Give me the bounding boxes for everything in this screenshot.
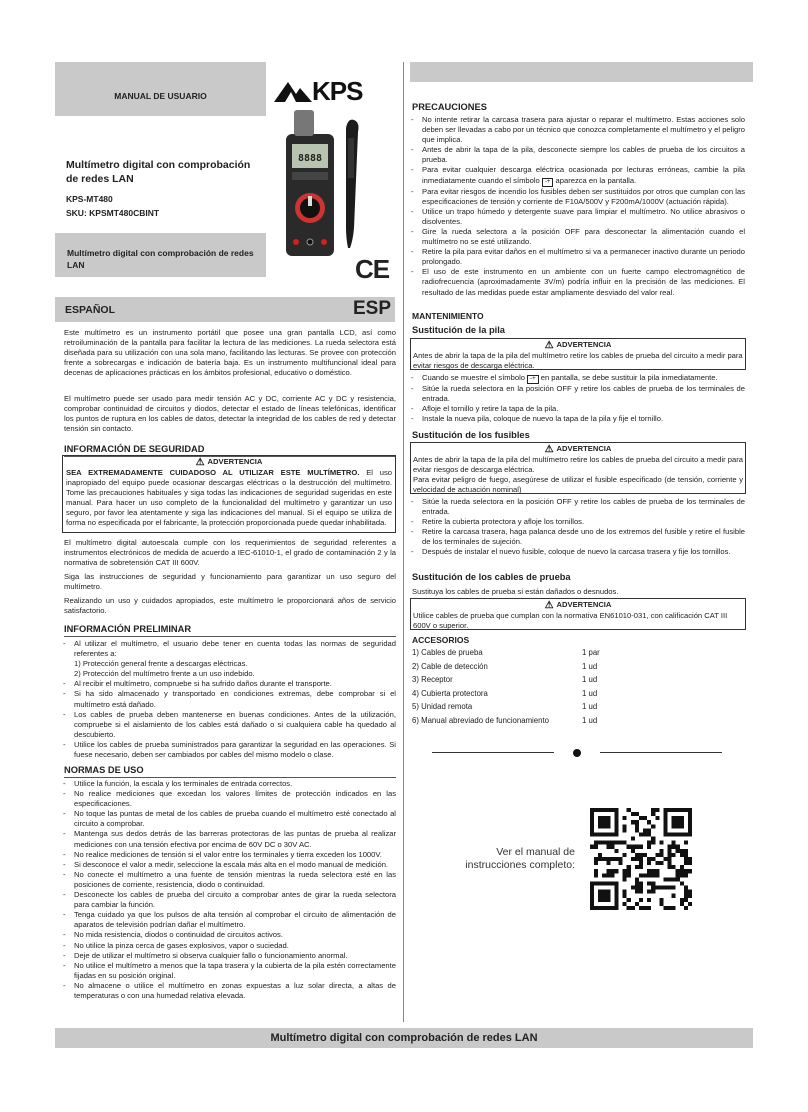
- battery-icon: -+: [542, 178, 554, 187]
- list-item: - Gire la rueda selectora a la posición OFF para desconectar la alimentación cuando el multímetro no se esté utilizando.: [408, 227, 745, 247]
- list-item: - Retire la pila para evitar daños en el multímetro si va a permanecer inactivo durante un periodo prolongado.: [408, 247, 745, 267]
- subtitle-text: Multímetro digital con comprobación de redes LAN: [67, 248, 254, 270]
- safety-warning-body: [66, 468, 392, 529]
- subtitle-box: [55, 233, 266, 277]
- kps-logo-icon: [274, 80, 312, 102]
- fuses-warning-box: [410, 442, 746, 494]
- safety-title: INFORMACIÓN DE SEGURIDAD: [64, 444, 205, 454]
- table-row: 2) Cable de detección 1 ud: [412, 661, 598, 671]
- precautions-title: PRECAUCIONES: [412, 102, 487, 112]
- table-row: 6) Manual abreviado de funcionamiento 1 ud: [412, 715, 598, 725]
- language-name: ESPAÑOL: [65, 304, 115, 316]
- fuses-title: Sustitución de los fusibles: [412, 430, 530, 440]
- list-item: - Sitúe la rueda selectora en la posición OFF y retire los cables de prueba de los terminales de entrada.: [408, 497, 745, 517]
- table-row: 3) Receptor 1 ud: [412, 675, 598, 684]
- list-item: - Desconecte los cables de prueba del circuito a comprobar antes de girar la rueda selectora para cambiar la función.: [60, 890, 396, 910]
- list-item: - Sitúe la rueda selectora en la posición OFF y retire los cables de prueba de los terminales de entrada.: [408, 384, 745, 404]
- list-item: - No toque las puntas de metal de los cables de prueba cuando el multímetro esté conectado al circuito a comprobar.: [60, 809, 396, 829]
- footer-bar: [55, 1028, 753, 1048]
- table-row: 1) Cables de prueba 1 par: [412, 648, 600, 657]
- battery-icon: -+: [527, 375, 539, 384]
- prelim-sub-1: 1) Protección general frente a descargas eléctricas.: [74, 659, 248, 669]
- list-item: - Cuando se muestre el símbolo -+ en pantalla, se debe sustituir la pila inmediatamente.: [408, 373, 745, 384]
- column-divider: [403, 62, 404, 1022]
- battery-warning-text: Antes de abrir la tapa de la pila del multímetro retire los cables de prueba del circuito a medir para evitar riesgos de descarga eléctrica.: [413, 351, 743, 371]
- list-item: - Antes de abrir la tapa de la pila, desconecte siempre los cables de prueba de los circuitos a prueba.: [408, 145, 745, 165]
- separator-right: [600, 752, 722, 753]
- accessories-title: ACCESORIOS: [412, 635, 470, 645]
- precautions-list: [408, 115, 745, 298]
- list-item: - Afloje el tornillo y retire la tapa de la pila.: [408, 404, 745, 414]
- qr-caption: Ver el manual de instrucciones completo:: [465, 846, 575, 871]
- table-row: 5) Unidad remota 1 ud: [412, 702, 598, 711]
- list-item: - Deje de utilizar el multímetro si observa cualquier fallo o funcionamiento anormal.: [60, 951, 396, 961]
- intro-paragraph-2: El multímetro puede ser usado para medir tensión AC y DC, corriente AC y DC y resistencia, comprobar continuidad de circuitos y diodos, detectar el estado de líneas telefónicas, identificar los puntos de ruptura en los cables de datos, detectar la integridad de los cables de red y detectar tensión sin contacto.: [64, 394, 396, 434]
- usage-rule: [64, 777, 396, 778]
- fuses-warning-label: ADVERTENCIA: [556, 444, 612, 453]
- product-sku: SKU: KPSMT480CBINT: [66, 208, 160, 218]
- warning-triangle-icon: ⚠: [544, 600, 554, 611]
- list-item: - Los cables de prueba deben mantenerse en buenas condiciones. Antes de la utilización, compruebe si el aislamiento de los cables está dañado o si cualquiera cable ha quedado al descubierto.: [60, 710, 396, 740]
- maintenance-title: MANTENIMIENTO: [412, 311, 484, 321]
- prelim-list: [60, 639, 396, 760]
- prelim-sub-2: 2) Protección del multímetro frente a un uso indebido.: [74, 669, 255, 679]
- list-item: - Mantenga sus dedos detrás de las barreras protectoras de las puntas de prueba al realizar mediciones con una tensión efectiva por encima de 60V DC o 30V AC.: [60, 829, 396, 849]
- cables-warning-text: Utilice cables de prueba que cumplan con la normativa EN61010-031, con calificación CAT III 600V o superior.: [413, 611, 728, 631]
- separator-left: [432, 752, 554, 753]
- list-item: - Después de instalar el nuevo fusible, coloque de nuevo la carcasa trasera y fije los tornillos.: [408, 547, 745, 557]
- list-item: - Al utilizar el multímetro, el usuario debe tener en cuenta todas las normas de seguridad referentes a: 1) Protección general frente a descargas eléctricas. 2) Protección del multímetro frente a un uso indebido.: [60, 639, 396, 679]
- list-item: - No realice mediciones que excedan los valores límites de protección indicados en las especificaciones.: [60, 789, 396, 809]
- qr-code[interactable]: [590, 808, 692, 910]
- warning-triangle-icon: ⚠: [195, 457, 205, 468]
- cables-title: Sustitución de los cables de prueba: [412, 572, 571, 582]
- battery-list: [408, 373, 745, 424]
- language-bar: [55, 297, 395, 322]
- list-item: - No realice mediciones de tensión si el valor entre los terminales y tierra exceden los 1000V.: [60, 850, 396, 860]
- separator-dot: [573, 749, 581, 757]
- battery-title: Sustitución de la pila: [412, 325, 505, 335]
- prelim-rule: [64, 636, 396, 637]
- safety-warning-text: El uso inapropiado del equipo puede ocasionar descargas eléctricas o la destrucción del multímetro. Tome las precauciones habituales y siga todas las indicaciones de seguridad sugeridas en este manual. Para hacer un uso completo de la funcionalidad del multímetro y garantizar un uso seguro, por favor lea atentamente y siga las indicaciones del manual. Si el equipo se utiliza de forma no especificada por el fabricante, la protección proporcionada puede quedar inhabilitada.: [66, 468, 393, 528]
- usage-title: NORMAS DE USO: [64, 765, 144, 775]
- manual-label-box: [55, 62, 266, 116]
- kps-logo-text: KPS: [312, 76, 363, 106]
- battery-warning-box: [410, 338, 746, 370]
- fuses-warning-text-1: Antes de abrir la tapa de la pila del multímetro retire los cables de prueba del circuito a medir para evitar riesgos de descarga eléctrica.: [413, 455, 743, 475]
- footer-title: Multímetro digital con comprobación de redes LAN: [270, 1032, 538, 1044]
- list-item: - Si desconoce el valor a medir, seleccione la escala más alta en el modo manual de medición.: [60, 860, 396, 870]
- language-code: ESP: [352, 298, 391, 319]
- product-title: Multímetro digital con comprobación de redes LAN: [66, 159, 251, 185]
- safety-warning-head: [66, 456, 392, 468]
- right-header-bar: [410, 62, 753, 82]
- list-item: - No utilice la pinza cerca de gases explosivos, vapor o suciedad.: [60, 941, 396, 951]
- usage-list: [60, 779, 396, 1001]
- list-item: - Instale la nueva pila, coloque de nuevo la tapa de la pila y fije el tornillo.: [408, 414, 745, 424]
- list-item: - Utilice los cables de prueba suministrados para garantizar la seguridad en las operaciones. Si fuese necesario, deben ser cambiados por cables del mismo modelo o clase.: [60, 740, 396, 760]
- safety-paragraph-2: Siga las instrucciones de seguridad y funcionamiento para garantizar un uso seguro del multímetro.: [64, 572, 396, 592]
- table-row: 4) Cubierta protectora 1 ud: [412, 688, 598, 698]
- cables-warning-box: [410, 598, 746, 630]
- list-item: - El uso de este instrumento en un ambiente con un fuerte campo electromagnético de radiofrecuencia (aproximadamente 3V/m) podría influir en la precisión de las mediciones. El resultado de las medidas puede estar ampliamente desviado del valor real.: [408, 267, 745, 297]
- fuses-warning-text-2: Para evitar peligro de fuego, asegúrese de utilizar el fusible especificado (de tensión, corriente y velocidad de actuación nominal): [413, 475, 743, 495]
- cables-text: Sustituya los cables de prueba si están dañados o desnudos.: [412, 587, 619, 596]
- list-item: - Tenga cuidado ya que los pulsos de alta tensión al comprobar el circuito de alimentación de aparatos de televisión podrían dañar el multímetro.: [60, 910, 396, 930]
- safety-warning-bold: SEA EXTREMADAMENTE CUIDADOSO AL UTILIZAR ESTE MULTÍMETRO.: [66, 468, 360, 477]
- prelim-title: INFORMACIÓN PRELIMINAR: [64, 624, 192, 634]
- battery-warning-label: ADVERTENCIA: [556, 340, 612, 349]
- list-item: - Al recibir el multímetro, compruebe si ha sufrido daños durante el transporte.: [60, 679, 396, 689]
- fuses-list: [408, 497, 745, 558]
- list-item: - Retire la cubierta protectora y afloje los tornillos.: [408, 517, 745, 527]
- list-item: - Retire la carcasa trasera, haga palanca desde uno de los extremos del fusible y retire el fusible de los terminales de sujeción.: [408, 527, 745, 547]
- multimeter-illustration: [284, 108, 374, 258]
- list-item: - Utilice un trapo húmedo y detergente suave para limpiar el multímetro. No utilice abrasivos o disolventes.: [408, 207, 745, 227]
- kps-logo: [274, 76, 386, 106]
- list-item: - Para evitar cualquier descarga eléctrica ocasionada por lecturas erróneas, cambie la pila inmediatamente cuando el símbolo -+ aparezca en la pantalla.: [408, 165, 745, 186]
- ce-mark: CE: [355, 254, 390, 284]
- intro-paragraph-1: Este multímetro es un instrumento portátil que posee una gran pantalla LCD, así como retroiluminación de la pantalla para facilitar la lectura de las mediciones. La rueda selectora está diseñada para su utilización con una sola mano, facilitando las lecturas. Se provee con protección frente a sobrecargas e indicación de batería baja. Es un instrumento multifuncional ideal para decenas de aplicaciones prácticas en los ámbitos profesional, educativo o doméstico.: [64, 328, 396, 378]
- list-item: - No mida resistencia, diodos o continuidad de circuitos activos.: [60, 930, 396, 940]
- list-item: - Utilice la función, la escala y los terminales de entrada correctos.: [60, 779, 396, 789]
- manual-label: MANUAL DE USUARIO: [114, 91, 207, 101]
- safety-warning-box: [62, 455, 396, 533]
- safety-warning-label: ADVERTENCIA: [207, 457, 263, 466]
- list-item: - No utilice el multímetro a menos que la tapa trasera y la cubierta de la pila estén correctamente fijadas en su posición original.: [60, 961, 396, 981]
- cables-warning-label: ADVERTENCIA: [556, 600, 612, 609]
- list-item: - Para evitar riesgos de incendio los fusibles deben ser sustituidos por otros que cumplan con las especificaciones de tensión y corriente de F10A/500V y F200mA/1000V (actuación rápida).: [408, 187, 745, 207]
- warning-triangle-icon: ⚠: [544, 444, 554, 455]
- safety-paragraph-1: El multímetro digital autoescala cumple con los requerimientos de seguridad referentes a instrumentos electrónicos de medida de acuerdo a IEC-61010-1, el grado de contaminación 2 y la normativa de sobretensión CAT III 600V.: [64, 538, 396, 568]
- warning-triangle-icon: ⚠: [544, 340, 554, 351]
- product-model: KPS-MT480: [66, 194, 113, 204]
- list-item: - No almacene o utilice el multímetro en zonas expuestas a luz solar directa, a altas de temperaturas o con una humedad relativa elevada.: [60, 981, 396, 1001]
- accessories-table: [412, 646, 746, 727]
- list-item: - No conecte el multímetro a una fuente de tensión mientras la rueda selectora esté en las posiciones de corriente, resistencia, diodo o continuidad.: [60, 870, 396, 890]
- safety-paragraph-3: Realizando un uso y cuidados apropiados, este multímetro le proporcionará años de servicio satisfactorio.: [64, 596, 396, 616]
- list-item: - Si ha sido almacenado y transportado en condiciones extremas, debe comprobar si el multímetro está dañado.: [60, 689, 396, 709]
- lcd-reading: 8888: [297, 153, 323, 164]
- list-item: - No intente retirar la carcasa trasera para ajustar o reparar el multímetro. Estas acciones solo deben ser llevadas a cabo por un técnico que conozca completamente el multímetro y el peligro que implica.: [408, 115, 745, 145]
